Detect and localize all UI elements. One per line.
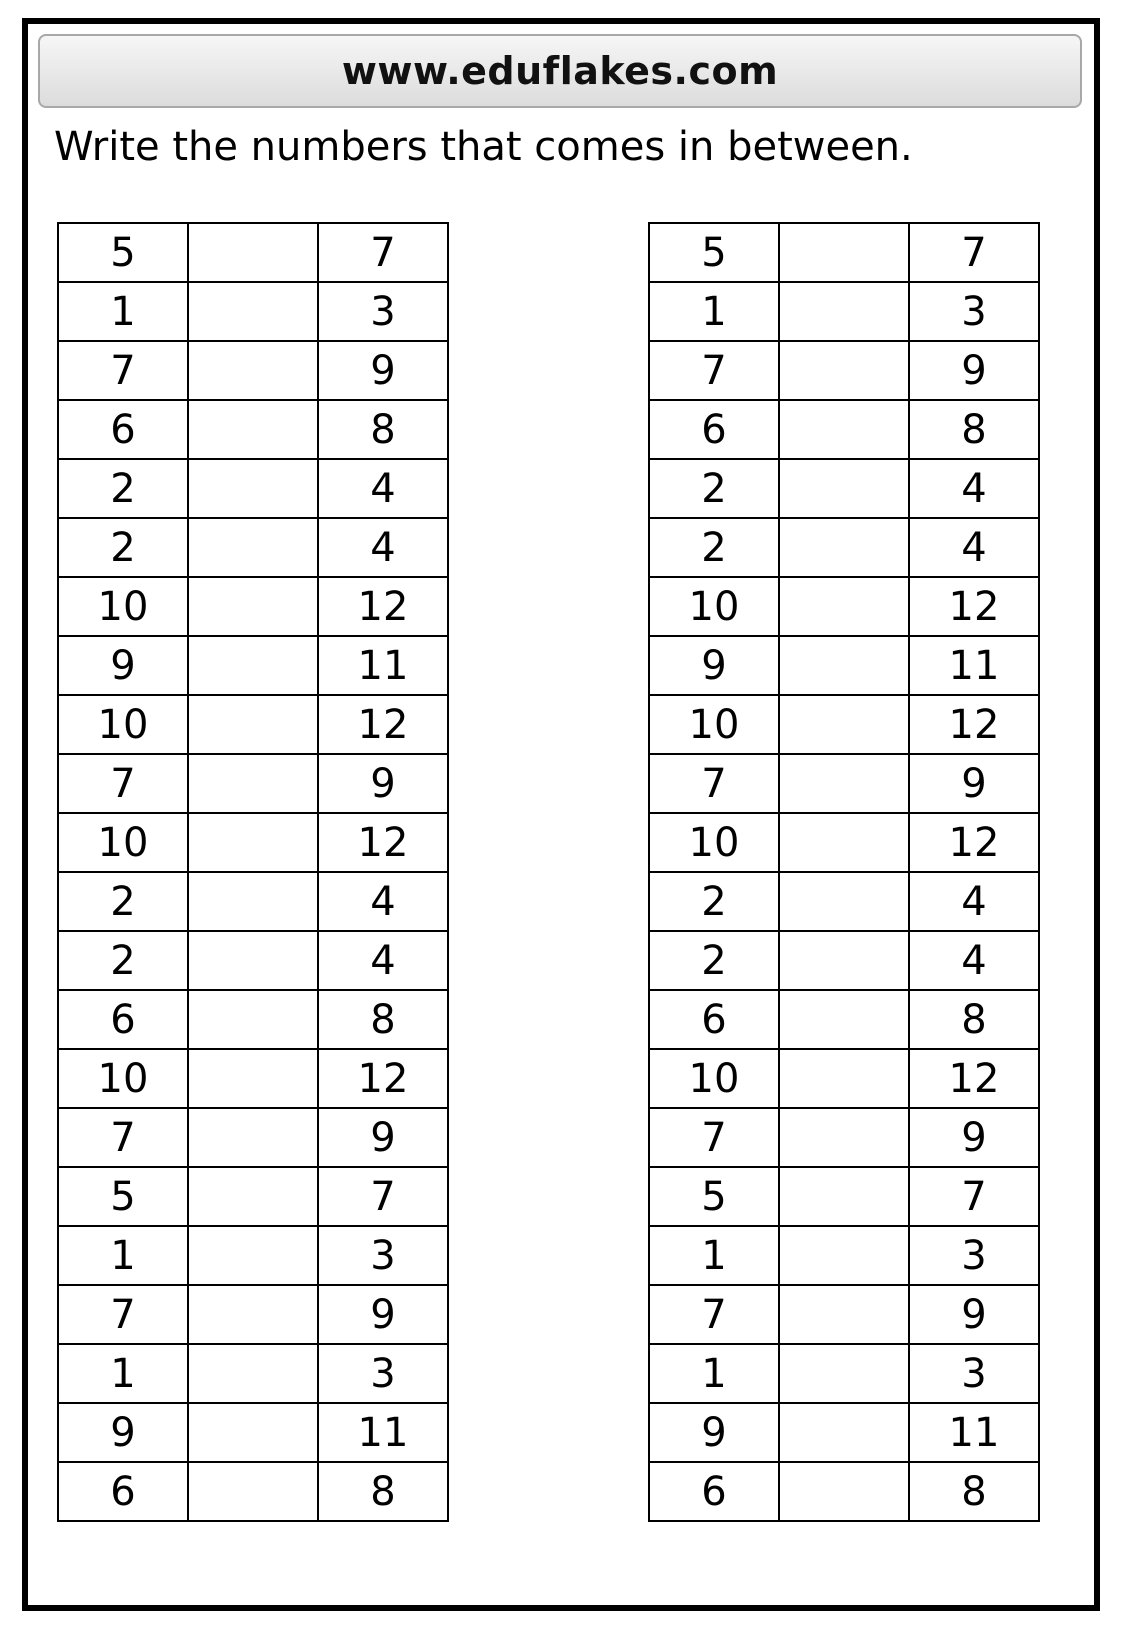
table-row — [58, 1108, 448, 1167]
answer-blank-cell[interactable] — [188, 1226, 318, 1285]
answer-blank-cell[interactable] — [188, 400, 318, 459]
table-row — [58, 1462, 448, 1521]
table-row — [649, 990, 1039, 1049]
start-number-cell: 6 — [649, 990, 779, 1049]
answer-blank-cell[interactable] — [779, 872, 909, 931]
end-number-cell: 12 — [909, 1049, 1039, 1108]
table-row — [58, 1344, 448, 1403]
table-row — [649, 813, 1039, 872]
table-row — [649, 282, 1039, 341]
end-number-cell: 7 — [318, 223, 448, 282]
answer-blank-cell[interactable] — [188, 1167, 318, 1226]
answer-blank-cell[interactable] — [779, 1344, 909, 1403]
answer-blank-cell[interactable] — [779, 459, 909, 518]
start-number-cell: 1 — [58, 1226, 188, 1285]
answer-blank-cell[interactable] — [188, 1344, 318, 1403]
answer-blank-cell[interactable] — [779, 1226, 909, 1285]
end-number-cell: 9 — [909, 1108, 1039, 1167]
start-number-cell: 5 — [649, 1167, 779, 1226]
answer-blank-cell[interactable] — [779, 931, 909, 990]
table-row — [649, 459, 1039, 518]
start-number-cell: 10 — [58, 577, 188, 636]
start-number-cell: 9 — [649, 636, 779, 695]
answer-blank-cell[interactable] — [779, 1108, 909, 1167]
end-number-cell: 3 — [909, 282, 1039, 341]
start-number-cell: 7 — [649, 754, 779, 813]
table-row — [58, 1226, 448, 1285]
end-number-cell: 12 — [909, 695, 1039, 754]
end-number-cell: 8 — [318, 1462, 448, 1521]
answer-blank-cell[interactable] — [188, 1108, 318, 1167]
table-row — [649, 577, 1039, 636]
table-row — [649, 1403, 1039, 1462]
table-row — [58, 577, 448, 636]
end-number-cell: 7 — [318, 1167, 448, 1226]
start-number-cell: 1 — [58, 282, 188, 341]
table-row — [649, 636, 1039, 695]
end-number-cell: 4 — [318, 459, 448, 518]
end-number-cell: 12 — [318, 813, 448, 872]
table-row — [649, 1344, 1039, 1403]
table-row — [58, 872, 448, 931]
answer-blank-cell[interactable] — [188, 1049, 318, 1108]
instruction-text: Write the numbers that comes in between. — [54, 124, 913, 170]
start-number-cell: 2 — [649, 459, 779, 518]
table-row — [649, 931, 1039, 990]
answer-blank-cell[interactable] — [188, 990, 318, 1049]
start-number-cell: 10 — [649, 695, 779, 754]
table-row — [649, 1285, 1039, 1344]
end-number-cell: 12 — [909, 813, 1039, 872]
answer-blank-cell[interactable] — [779, 990, 909, 1049]
answer-blank-cell[interactable] — [779, 754, 909, 813]
start-number-cell: 5 — [58, 223, 188, 282]
table-row — [58, 990, 448, 1049]
table-row — [649, 223, 1039, 282]
answer-blank-cell[interactable] — [188, 872, 318, 931]
table-row — [649, 1167, 1039, 1226]
end-number-cell: 9 — [909, 754, 1039, 813]
start-number-cell: 10 — [649, 1049, 779, 1108]
answer-blank-cell[interactable] — [188, 1462, 318, 1521]
table-row — [649, 872, 1039, 931]
table-row — [649, 695, 1039, 754]
start-number-cell: 2 — [649, 872, 779, 931]
end-number-cell: 4 — [909, 931, 1039, 990]
start-number-cell: 9 — [58, 636, 188, 695]
start-number-cell: 7 — [58, 1108, 188, 1167]
header-banner — [38, 34, 1082, 108]
table-row — [649, 518, 1039, 577]
end-number-cell: 4 — [318, 872, 448, 931]
start-number-cell: 10 — [58, 695, 188, 754]
start-number-cell: 1 — [58, 1344, 188, 1403]
table-row — [58, 1167, 448, 1226]
answer-blank-cell[interactable] — [188, 518, 318, 577]
start-number-cell: 2 — [58, 518, 188, 577]
table-row — [58, 459, 448, 518]
start-number-cell: 9 — [58, 1403, 188, 1462]
end-number-cell: 4 — [909, 459, 1039, 518]
answer-blank-cell[interactable] — [779, 1403, 909, 1462]
answer-blank-cell[interactable] — [188, 695, 318, 754]
answer-blank-cell[interactable] — [779, 1285, 909, 1344]
end-number-cell: 3 — [318, 1344, 448, 1403]
start-number-cell: 7 — [58, 1285, 188, 1344]
end-number-cell: 12 — [318, 1049, 448, 1108]
answer-blank-cell[interactable] — [188, 754, 318, 813]
answer-blank-cell[interactable] — [779, 518, 909, 577]
start-number-cell: 2 — [58, 459, 188, 518]
end-number-cell: 12 — [909, 577, 1039, 636]
table-row — [58, 754, 448, 813]
answer-blank-cell[interactable] — [188, 1403, 318, 1462]
site-url: www.eduflakes.com — [341, 49, 779, 93]
end-number-cell: 9 — [318, 341, 448, 400]
end-number-cell: 9 — [909, 1285, 1039, 1344]
end-number-cell: 11 — [909, 636, 1039, 695]
end-number-cell: 8 — [318, 400, 448, 459]
end-number-cell: 9 — [318, 754, 448, 813]
start-number-cell: 7 — [649, 341, 779, 400]
start-number-cell: 6 — [58, 1462, 188, 1521]
start-number-cell: 5 — [58, 1167, 188, 1226]
number-table-body — [649, 223, 1039, 1521]
end-number-cell: 11 — [318, 1403, 448, 1462]
start-number-cell: 7 — [649, 1285, 779, 1344]
table-row — [649, 1226, 1039, 1285]
table-row — [649, 341, 1039, 400]
start-number-cell: 9 — [649, 1403, 779, 1462]
end-number-cell: 9 — [909, 341, 1039, 400]
start-number-cell: 6 — [58, 990, 188, 1049]
answer-blank-cell[interactable] — [188, 931, 318, 990]
table-row — [649, 1108, 1039, 1167]
end-number-cell: 7 — [909, 1167, 1039, 1226]
table-row — [58, 636, 448, 695]
end-number-cell: 3 — [318, 282, 448, 341]
answer-blank-cell[interactable] — [779, 813, 909, 872]
start-number-cell: 1 — [649, 1344, 779, 1403]
answer-blank-cell[interactable] — [779, 1462, 909, 1521]
start-number-cell: 10 — [58, 1049, 188, 1108]
answer-blank-cell[interactable] — [188, 223, 318, 282]
table-row — [58, 1049, 448, 1108]
answer-blank-cell[interactable] — [779, 400, 909, 459]
start-number-cell: 6 — [649, 400, 779, 459]
start-number-cell: 7 — [58, 341, 188, 400]
table-row — [649, 1049, 1039, 1108]
table-row — [58, 400, 448, 459]
end-number-cell: 4 — [318, 518, 448, 577]
end-number-cell: 11 — [318, 636, 448, 695]
answer-blank-cell[interactable] — [188, 341, 318, 400]
start-number-cell: 2 — [649, 518, 779, 577]
worksheet-page — [22, 18, 1100, 1611]
table-row — [58, 282, 448, 341]
end-number-cell: 11 — [909, 1403, 1039, 1462]
table-row — [58, 518, 448, 577]
table-row — [649, 400, 1039, 459]
end-number-cell: 3 — [909, 1226, 1039, 1285]
end-number-cell: 7 — [909, 223, 1039, 282]
start-number-cell: 2 — [58, 872, 188, 931]
end-number-cell: 12 — [318, 577, 448, 636]
start-number-cell: 10 — [649, 577, 779, 636]
answer-blank-cell[interactable] — [779, 341, 909, 400]
start-number-cell: 7 — [58, 754, 188, 813]
table-row — [649, 1462, 1039, 1521]
answer-blank-cell[interactable] — [188, 636, 318, 695]
end-number-cell: 8 — [318, 990, 448, 1049]
answer-blank-cell[interactable] — [779, 282, 909, 341]
start-number-cell: 2 — [649, 931, 779, 990]
number-table-body — [58, 223, 448, 1521]
table-row — [649, 754, 1039, 813]
answer-blank-cell[interactable] — [779, 1167, 909, 1226]
start-number-cell: 5 — [649, 223, 779, 282]
table-row — [58, 695, 448, 754]
end-number-cell: 8 — [909, 400, 1039, 459]
table-row — [58, 341, 448, 400]
end-number-cell: 4 — [318, 931, 448, 990]
answer-blank-cell[interactable] — [188, 813, 318, 872]
table-row — [58, 1285, 448, 1344]
start-number-cell: 10 — [649, 813, 779, 872]
number-table-right — [648, 222, 1040, 1522]
table-row — [58, 931, 448, 990]
number-table-left — [57, 222, 449, 1522]
end-number-cell: 4 — [909, 518, 1039, 577]
answer-blank-cell[interactable] — [188, 282, 318, 341]
answer-blank-cell[interactable] — [779, 636, 909, 695]
end-number-cell: 8 — [909, 990, 1039, 1049]
table-row — [58, 223, 448, 282]
answer-blank-cell[interactable] — [779, 223, 909, 282]
end-number-cell: 8 — [909, 1462, 1039, 1521]
answer-blank-cell[interactable] — [188, 1285, 318, 1344]
answer-blank-cell[interactable] — [779, 1049, 909, 1108]
end-number-cell: 3 — [909, 1344, 1039, 1403]
answer-blank-cell[interactable] — [188, 459, 318, 518]
start-number-cell: 1 — [649, 1226, 779, 1285]
start-number-cell: 10 — [58, 813, 188, 872]
end-number-cell: 4 — [909, 872, 1039, 931]
start-number-cell: 6 — [58, 400, 188, 459]
table-row — [58, 1403, 448, 1462]
end-number-cell: 12 — [318, 695, 448, 754]
answer-blank-cell[interactable] — [779, 577, 909, 636]
start-number-cell: 6 — [649, 1462, 779, 1521]
table-row — [58, 813, 448, 872]
answer-blank-cell[interactable] — [188, 577, 318, 636]
start-number-cell: 2 — [58, 931, 188, 990]
end-number-cell: 9 — [318, 1108, 448, 1167]
end-number-cell: 3 — [318, 1226, 448, 1285]
answer-blank-cell[interactable] — [779, 695, 909, 754]
start-number-cell: 1 — [649, 282, 779, 341]
end-number-cell: 9 — [318, 1285, 448, 1344]
start-number-cell: 7 — [649, 1108, 779, 1167]
